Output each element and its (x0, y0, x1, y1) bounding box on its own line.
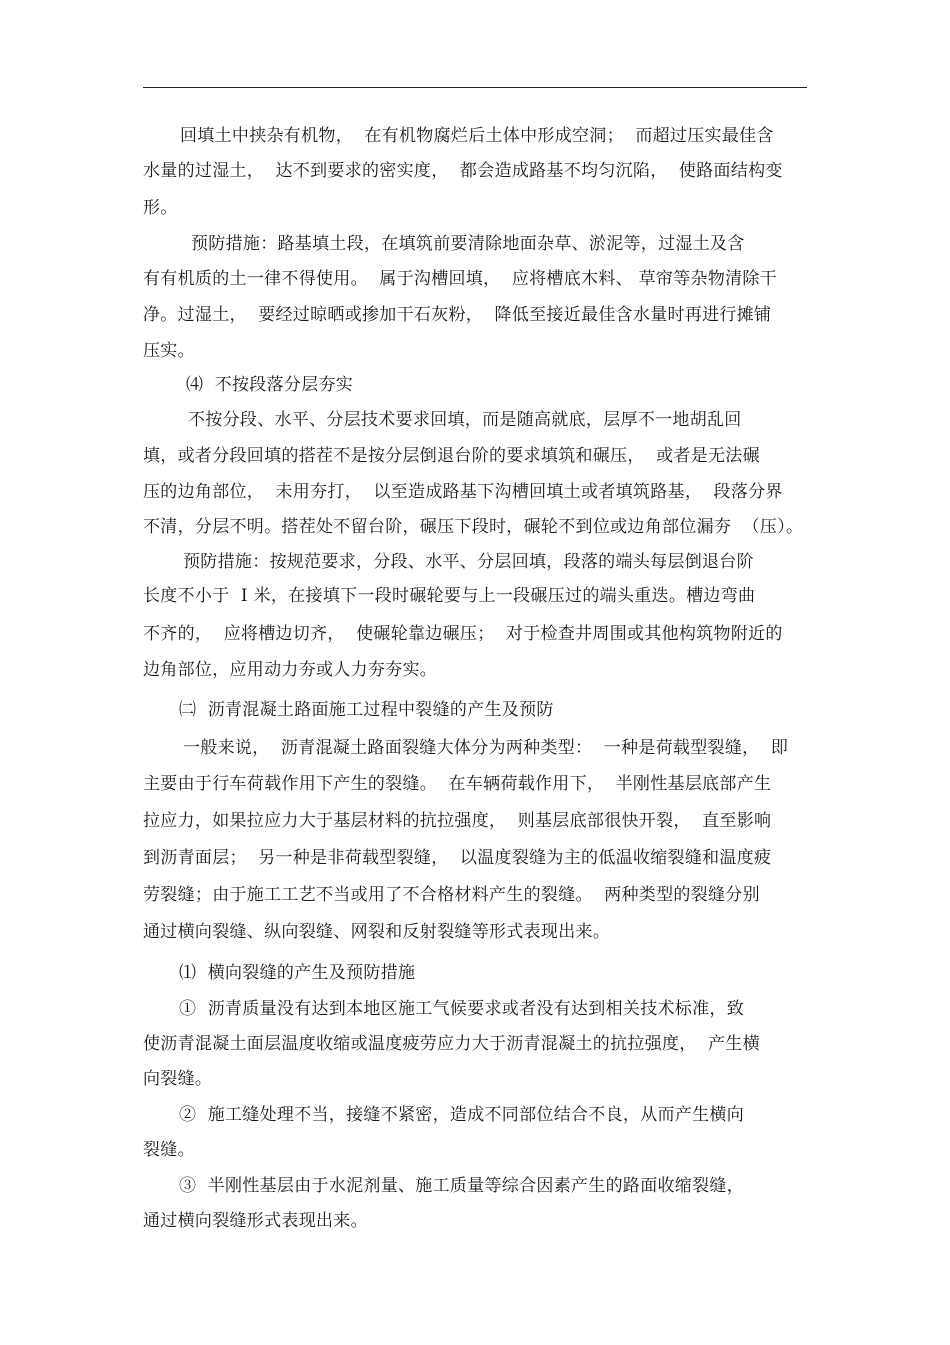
text-line: 主要由于行车荷载作用下产生的裂缝。 在车辆荷载作用下， 半刚性基层底部产生 (143, 774, 772, 794)
header-rule (143, 87, 807, 88)
text-line: 裂缝。 (143, 1140, 195, 1160)
text-line: ① 沥青质量没有达到本地区施工气候要求或者没有达到相关技术标准，致 (179, 999, 745, 1019)
text-line: 不齐的， 应将槽边切齐， 使碾轮靠边碾压； 对于检查井周围或其他构筑物附近的 (143, 624, 783, 644)
text-line: ③ 半刚性基层由于水泥剂量、施工质量等综合因素产生的路面收缩裂缝， (179, 1176, 745, 1196)
text-line: ② 施工缝处理不当，接缝不紧密，造成不同部位结合不良，从而产生横向 (179, 1105, 745, 1125)
text-line: 使沥青混凝土面层温度收缩或温度疲劳应力大于沥青混凝土的抗拉强度， 产生横 (143, 1034, 760, 1054)
section-heading: ㈡ 沥青混凝土路面施工过程中裂缝的产生及预防 (179, 700, 554, 720)
text-line: 不按分段、水平、分层技术要求回填，而是随高就底，层厚不一地胡乱回 (188, 410, 742, 430)
text-line: 不清，分层不明。搭茬处不留台阶，碾压下段时，碾轮不到位或边角部位漏夯 （压）。 (143, 517, 804, 537)
text-line: 水量的过湿土， 达不到要求的密实度， 都会造成路基不均匀沉陷， 使路面结构变 (143, 161, 783, 181)
text-line: 压实。 (143, 341, 195, 361)
section-heading: ⑷ 不按段落分层夯实 (186, 375, 354, 395)
text-line: 拉应力，如果拉应力大于基层材料的抗拉强度， 则基层底部很快开裂， 直至影响 (143, 811, 772, 831)
text-line: 压的边角部位， 未用夯打， 以至造成路基下沟槽回填土或者填筑路基， 段落分界 (143, 482, 783, 502)
text-line: 填，或者分段回填的搭茬不是按分层倒退台阶的要求填筑和碾压， 或者是无法碾 (143, 446, 760, 466)
text-line: 有有机质的土一律不得使用。 属于沟槽回填， 应将槽底木料、 草帘等杂物清除干 (143, 269, 778, 289)
text-line: 向裂缝。 (143, 1069, 213, 1089)
text-line: 回填土中挟杂有机物， 在有机物腐烂后土体中形成空洞； 而超过压实最佳含 (180, 126, 774, 146)
text-line: 净。过湿土， 要经过晾晒或掺加干石灰粉， 降低至接近最佳含水量时再进行摊铺 (143, 305, 772, 325)
text-line: 通过横向裂缝、纵向裂缝、网裂和反射裂缝等形式表现出来。 (143, 922, 611, 942)
text-line: 预防措施：按规范要求，分段、水平、分层回填，段落的端头每层倒退台阶 (183, 552, 754, 572)
section-heading: ⑴ 横向裂缝的产生及预防措施 (179, 963, 416, 983)
text-line: 边角部位，应用动力夯或人力夯夯实。 (143, 660, 438, 680)
text-line: 形。 (143, 198, 178, 218)
text-line: 劳裂缝；由于施工工艺不当或用了不合格材料产生的裂缝。 两种类型的裂缝分别 (143, 885, 760, 905)
text-line: 一般来说， 沥青混凝土路面裂缝大体分为两种类型： 一种是荷载型裂缝， 即 (183, 738, 789, 758)
text-line: 到沥青面层； 另一种是非荷载型裂缝， 以温度裂缝为主的低温收缩裂缝和温度疲 (143, 848, 772, 868)
text-line: 预防措施：路基填土段，在填筑前要清除地面杂草、淤泥等，过湿土及含 (191, 234, 745, 254)
text-line: 通过横向裂缝形式表现出来。 (143, 1211, 368, 1231)
text-line: 长度不小于 I 米，在接填下一段时碾轮要与上一段碾压过的端头重迭。槽边弯曲 (143, 586, 756, 606)
